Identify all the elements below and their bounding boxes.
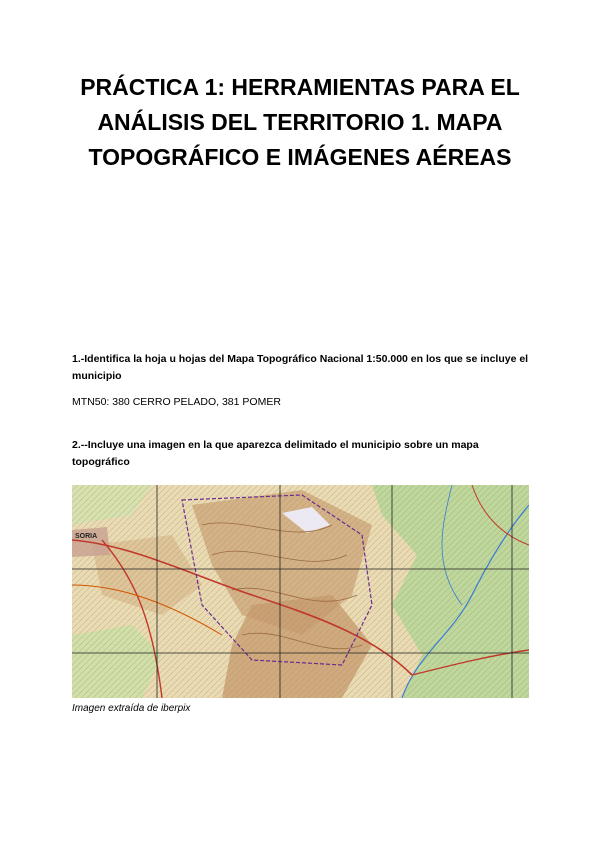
image-caption: Imagen extraída de iberpix	[72, 703, 191, 714]
topographic-map-image	[72, 485, 529, 698]
page-title: PRÁCTICA 1: HERRAMIENTAS PARA EL ANÁLISIS DEL TERRITORIO 1. MAPA TOPOGRÁFICO E IMÁGENES AÉREAS	[80, 74, 520, 170]
question-1: 1.-Identifica la hoja u hojas del Mapa Topográfico Nacional 1:50.000 en los que se incluye el municipio	[72, 353, 529, 382]
map-label-soria: SORIA	[75, 533, 98, 540]
map-graphic	[72, 485, 529, 698]
question-2: 2.--Incluye una imagen en la que aparezca delimitado el municipio sobre un mapa topográfico	[72, 439, 479, 468]
answer-1: MTN50: 380 CERRO PELADO, 381 POMER	[72, 396, 281, 408]
